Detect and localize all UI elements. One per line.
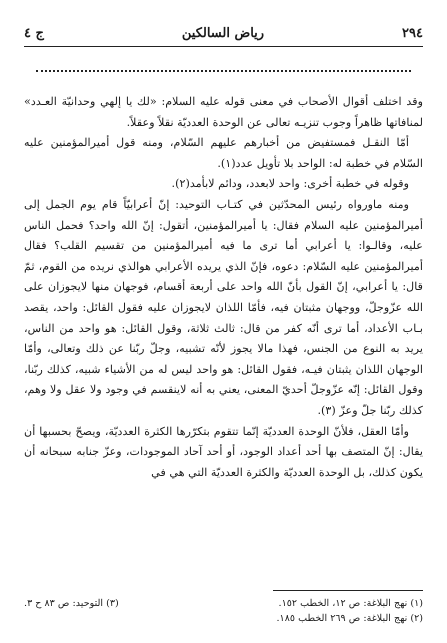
- book-title: رياض السالكين: [181, 25, 265, 41]
- footnote-2: (٢) نهج البلاغة: ص ٢٦٩ الخطب ١٨٥.: [276, 613, 423, 624]
- paragraph: ومنه ماورواه رئيس المحدّثين في كتـاب التوحيد: إنّ أعرابيّاً قام يوم الجمل إلى أميرالمؤمنين عليه السلام فقال: يا أميرالمؤمنين، أتقول: إنّ الله واحد؟ فحمل الناس عليه، وقالـوا: يا أعرابي أما ترى ما فيه أميرالمؤمنين من تقسيم القلب؟ فقال أميرالمؤمنين عليه السّلام: دعوه، فإنّ الذي يريده الأعرابي هوالذي نريده من القوم، ثمّ قال: يا أعرابي، إنّ القول بأنّ الله واحد على أربعة أقسام، فوجهان منها لايجوزان على الله عزّوجلّ، ووجهان مثبتان فيه، فأمّا اللذان لايجوزان عليه فقول القائل: واحد، يقصد بـاب الأعداد، أما ترى أنّه كفر من قال: ثالث ثلاثة، وقول القائل: هو واحد من الناس، يريد به النوع من الجنس، فهذا مالا يجوز لأنّه تشبيه، وجلّ ربّنا عن ذلك وتعالى، وأمّا الوجهان اللذان يثبتان فيـه، فقول القائل: هو واحد ليس له من الأشياء شبيه، كذلك ربّنا، وقول القائل: إنّه عزّوجلّ أحديّ المعنى، يعني به أنه لاينقسم في وجود ولا عقل ولا وهم، كذلك ربّنا جلّ وعزّ (٣).: [24, 197, 423, 417]
- paragraph: أمّا النقـل فمستفيض من أخبارهم عليهم السّلام، ومنه قول أميرالمؤمنين عليه السّلام في خطبة له: الواحد بلا تأويل عدد(١).: [24, 136, 423, 170]
- page-number: ٢٩٤: [402, 25, 423, 41]
- dotted-separator: [36, 70, 411, 72]
- footnote-row: [24, 611, 423, 626]
- volume-label: ج ٤: [24, 25, 44, 41]
- header-rule: [24, 46, 423, 47]
- paragraph: وقد اختلف أقوال الأصحاب في معنى قوله عليه السلام: «لك يا إلهي وحدانيّة العـدد» لمنافاتها ظاهراً وجوب تنزيـه تعالى عن الوحدة العدديّة نقلاً وعقلاً.: [24, 95, 423, 129]
- paragraph: وأمّا العقل، فلأنّ الوحدة العدديّة إنّما تتقوم بتكرّرها الكثرة العدديّة، ويصحّ بحسبها أن يقال: إنّ المتصف بها أحد أعداد الوجود، أو أحد آحاد الموجودات، وعزّ جنابه سبحانه أن يكون كذلك، بل الوحدة العدديّة والكثرة العدديّة التي هي في: [24, 424, 423, 479]
- footnote-rule: [273, 590, 423, 591]
- body-text: [24, 92, 423, 483]
- footnote-1: (١) نهج البلاغة: ص ١٢، الخطب ١٥٢.: [278, 598, 423, 609]
- footnotes: [24, 596, 423, 626]
- page-header: [24, 22, 423, 44]
- footnote-3: (٣) التوحيد: ص ٨٣ ح ٣.: [24, 598, 119, 609]
- footnote-row: [24, 596, 423, 611]
- paragraph: وقوله في خطبة أخرى: واحد لابعدد، ودائم لابأمد(٢).: [171, 177, 409, 191]
